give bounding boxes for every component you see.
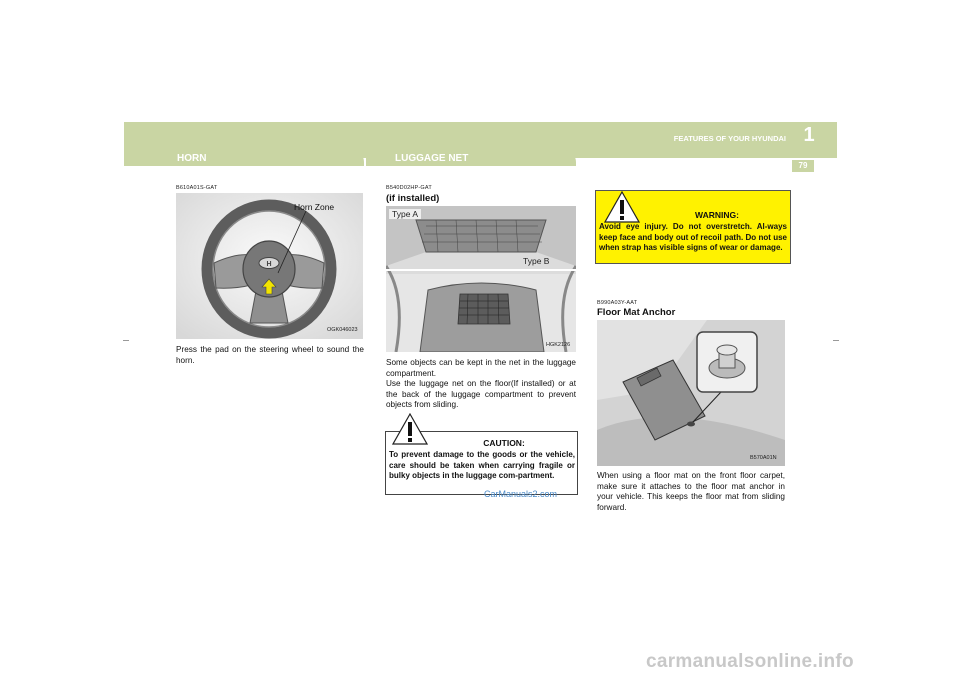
- watermark-large: carmanualsonline.info: [646, 651, 854, 672]
- horn-zone-callout: Horn Zone: [294, 202, 335, 212]
- horn-code: B610A01S-GAT: [176, 185, 218, 191]
- luggage-net-illustration: [386, 206, 576, 352]
- luggage-body-text: Some objects can be kept in the net in the luggage compartment. Use the luggage net on the floor(If installed) or at the back of the luggage compartment to prevent objects from sliding.: [386, 358, 576, 410]
- type-a-label: Type A: [389, 209, 421, 219]
- caution-text: To prevent damage to the goods or the vehicle, care should be taken when carrying fragile or bulky objects in the luggage com-partment.: [389, 450, 575, 480]
- section-title-horn: HORN: [177, 153, 207, 164]
- crop-mark-right: [833, 340, 839, 341]
- floor-mat-title: Floor Mat Anchor: [597, 307, 676, 318]
- horn-figure-code: OGK046023: [327, 327, 358, 333]
- floor-mat-figure: [597, 320, 785, 466]
- floor-mat-code: B990A03Y-AAT: [597, 300, 638, 306]
- warning-text: Avoid eye injury. Do not overstretch. Al-ways keep face and body out of recoil path. Do not use when strap has visible signs of wear or damage.: [599, 222, 787, 252]
- floor-mat-figure-code: B570A01N: [750, 455, 777, 461]
- warning-box: [595, 190, 791, 264]
- luggage-code: B540D02HP-GAT: [386, 185, 432, 191]
- luggage-figure: [386, 206, 576, 352]
- chapter-title: FEATURES OF YOUR HYUNDAI: [673, 134, 786, 143]
- luggage-figure-code: HGK2126: [546, 342, 571, 348]
- steering-wheel-illustration: [176, 193, 363, 339]
- horn-figure: [176, 193, 363, 339]
- caution-box: [385, 431, 578, 495]
- section-tab-horn: [124, 150, 364, 166]
- luggage-subtitle: (if installed): [386, 193, 440, 204]
- crop-mark-left: [123, 340, 129, 341]
- caution-title: CAUTION:: [483, 438, 525, 448]
- floor-mat-anchor-illustration: [597, 320, 785, 466]
- horn-body-text: Press the pad on the steering wheel to sound the horn.: [176, 345, 364, 365]
- section-tab-luggage: [366, 150, 576, 166]
- page-number: 79: [792, 160, 814, 172]
- warning-title: WARNING:: [695, 210, 739, 220]
- svg-text:H: H: [266, 261, 272, 268]
- floor-mat-body-text: When using a floor mat on the front floor carpet, make sure it attaches to the floor mat anchor in your vehicle. This keeps the floor mat from sliding forward.: [597, 471, 785, 512]
- chapter-number: 1: [803, 124, 815, 146]
- watermark-small[interactable]: CarManuals2.com: [484, 489, 558, 499]
- type-b-label: Type B: [523, 256, 550, 266]
- section-title-luggage: LUGGAGE NET: [395, 153, 469, 164]
